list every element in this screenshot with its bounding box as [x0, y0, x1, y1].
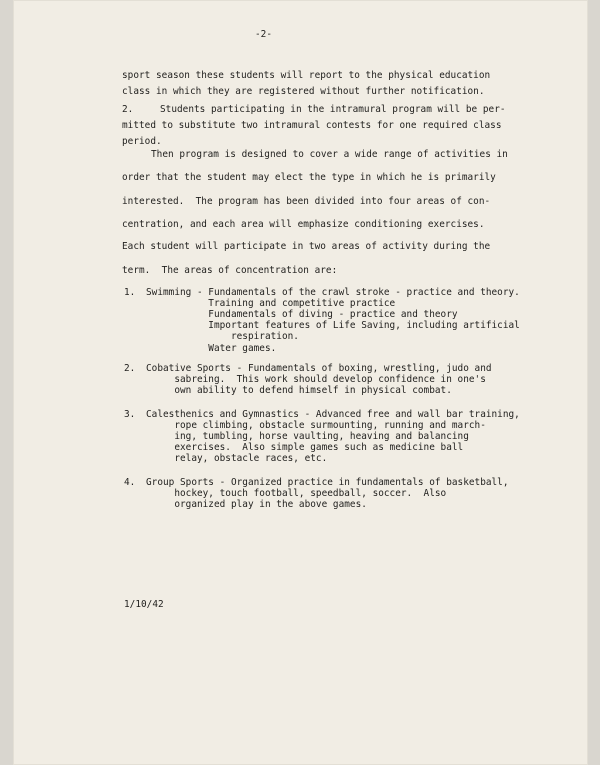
area-4-line-1: Group Sports - Organized practice in fundamentals of basketball,	[146, 477, 509, 488]
area-4-line-2: hockey, touch football, speedball, soccer. Also	[146, 488, 447, 499]
area-3-number: 3.	[124, 409, 136, 420]
document-date: 1/10/42	[124, 599, 164, 610]
area-2-number: 2.	[124, 363, 136, 374]
area-4-line-3: organized play in the above games.	[146, 499, 367, 510]
paragraph-line-2: order that the student may elect the type in which he is primarily	[122, 172, 496, 183]
area-1-line-4: Important features of Life Saving, including artificial	[146, 320, 520, 331]
area-1-number: 1.	[124, 287, 136, 298]
area-1-line-6: Water games.	[146, 343, 277, 354]
area-1-line-5: respiration.	[146, 331, 299, 342]
point-2-line-1: Students participating in the intramural program will be per-	[160, 104, 506, 115]
intro-line-2: class in which they are registered without further notification.	[122, 86, 485, 97]
paragraph-line-6: term. The areas of concentration are:	[122, 265, 338, 276]
area-3-line-5: relay, obstacle races, etc.	[146, 453, 328, 464]
area-1-line-1: Swimming - Fundamentals of the crawl stroke - practice and theory.	[146, 287, 520, 298]
point-2-line-2: mitted to substitute two intramural contests for one required class	[122, 120, 502, 131]
area-2-line-1: Cobative Sports - Fundamentals of boxing, wrestling, judo and	[146, 363, 492, 374]
area-4-number: 4.	[124, 477, 136, 488]
paragraph-line-4: centration, and each area will emphasize conditioning exercises.	[122, 219, 485, 230]
area-2-line-2: sabreing. This work should develop confidence in one's	[146, 374, 486, 385]
point-2-line-3: period.	[122, 136, 162, 147]
area-3-line-1: Calesthenics and Gymnastics - Advanced free and wall bar training,	[146, 409, 520, 420]
paragraph-line-1: Then program is designed to cover a wide range of activities in	[151, 149, 508, 160]
paragraph-line-5: Each student will participate in two areas of activity during the	[122, 241, 491, 252]
point-2-number: 2.	[122, 104, 134, 115]
area-1-line-2: Training and competitive practice	[146, 298, 396, 309]
area-1-line-3: Fundamentals of diving - practice and theory	[146, 309, 458, 320]
area-2-line-3: own ability to defend himself in physical combat.	[146, 385, 452, 396]
paragraph-line-3: interested. The program has been divided into four areas of con-	[122, 196, 491, 207]
area-3-line-3: ing, tumbling, horse vaulting, heaving and balancing	[146, 431, 469, 442]
area-3-line-2: rope climbing, obstacle surmounting, running and march-	[146, 420, 486, 431]
document-page	[13, 0, 588, 765]
intro-line-1: sport season these students will report to the physical education	[122, 70, 491, 81]
page-number: -2-	[255, 29, 272, 40]
area-3-line-4: exercises. Also simple games such as medicine ball	[146, 442, 464, 453]
